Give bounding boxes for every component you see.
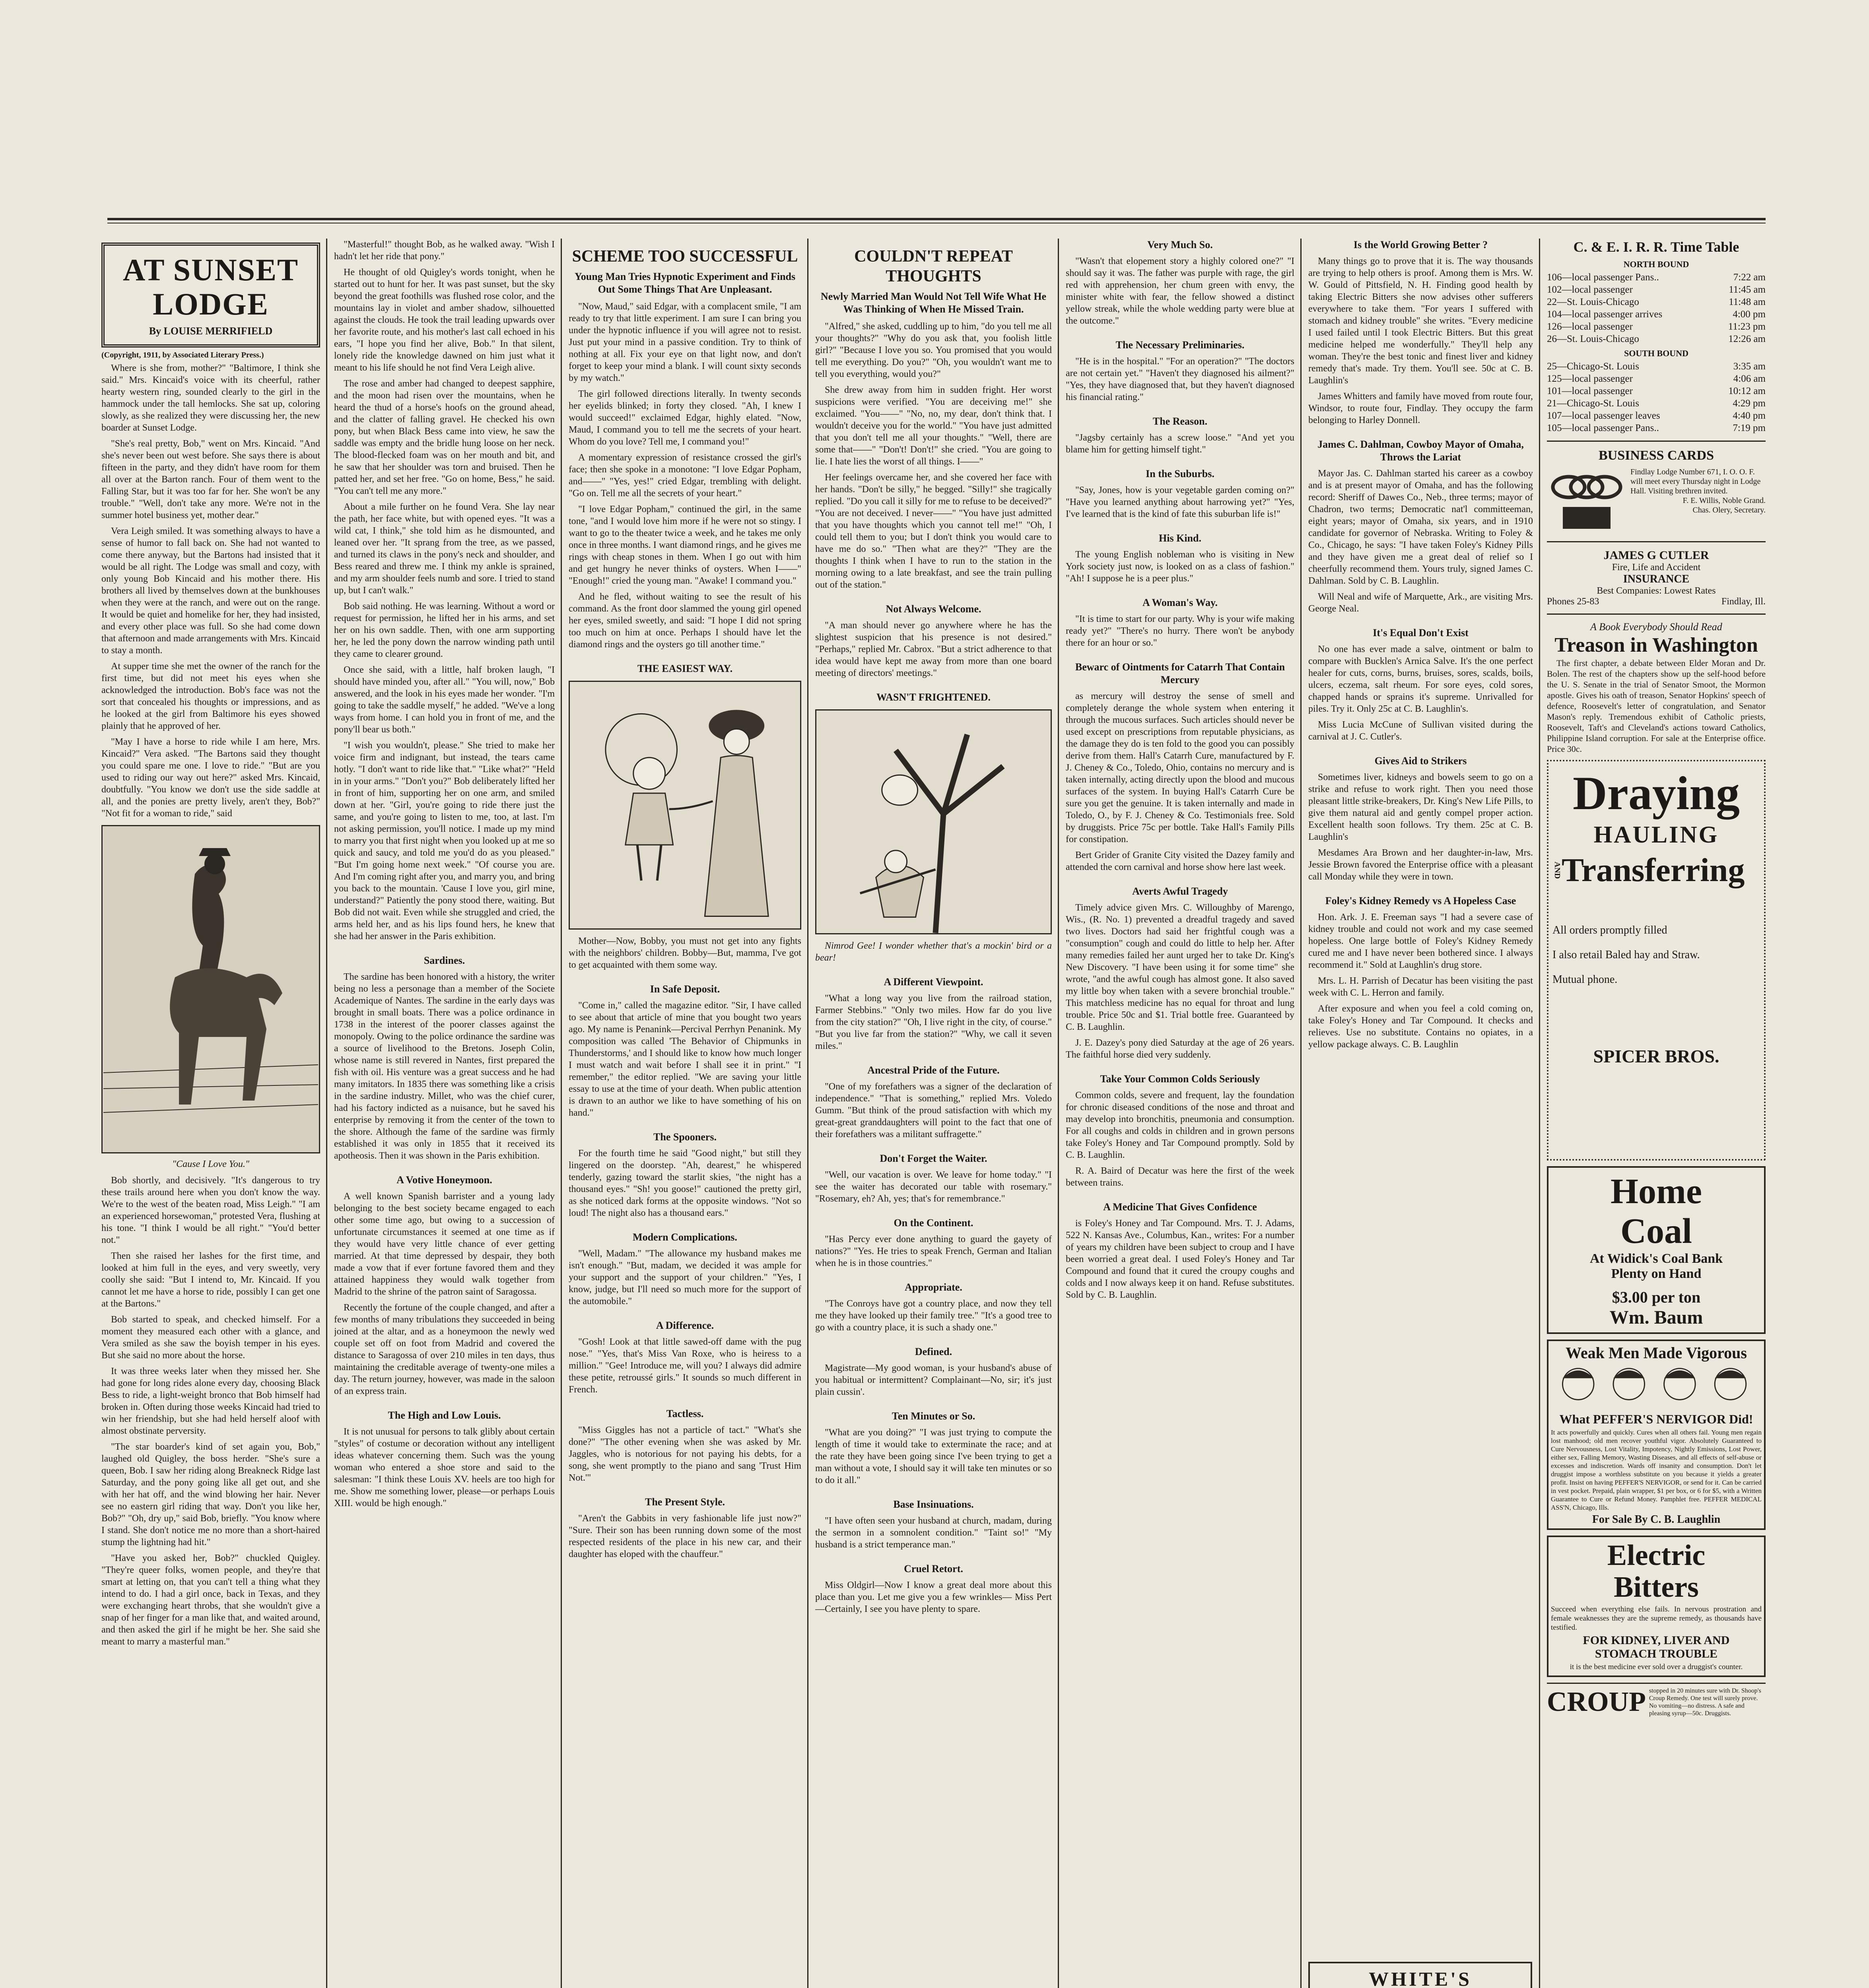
article-headline: COULDN'T REPEAT THOUGHTS xyxy=(854,247,1013,285)
paragraph: "What are you doing?" "I was just trying to compute the length of time it would take to exterminate the race; and at the rate they have been going since I've been trying to get a man without a vote, I should say it will take ten minutes or so to do it all." xyxy=(815,1427,1052,1485)
column-3 xyxy=(569,239,801,1988)
paragraph: After exposure and when you feel a cold coming on, take Foley's Honey and Tar Compound. It checks and relieves. Use no substitute. Contains no opiates, in a yellow package always. C. B. Laughlin xyxy=(1308,1004,1533,1050)
column-divider xyxy=(1058,239,1059,1988)
paragraph: Her feelings overcame her, and she covered her face with her hands. "Don't be silly," he begged. "Silly!" she tragically replied. "Do you call it silly for me to refuse to be deceived?" "You are not deceived. I never——" "You have just admitted that you have thoughts which you cannot tell me!" "Oh, I could tell them to you; but I don't think you would care to have me do so." "Then what are they?" "They are the thoughts I think when I have to run to the station in the morning owing to a late breakfast, and see the train pulling out of the station." xyxy=(815,472,1052,590)
copyright-line: (Copyright, 1911, by Associated Literary Press.) xyxy=(101,351,264,359)
timetable-row xyxy=(1547,320,1766,333)
article-heading: The High and Low Louis. xyxy=(388,1409,501,1421)
paragraph: "The star boarder's kind of set again you, Bob," laughed old Quigley, the boss herder. "She's sure a queen, Bob. I saw her riding along Breakneck Ridge last Saturday, and the pony going like all get out, and she with her hat off, and the wind blowing her hair. Never see no eastern girl riding that way. Don't you like her, Bob?" "Oh, dry up," said Bob, briefly. "You know where I stand. She don't notice me no more than a short-haired stump the lightning had hit." xyxy=(101,1442,320,1547)
article-heading: The Necessary Preliminaries. xyxy=(1115,339,1245,351)
paragraph: "Have you asked her, Bob?" chuckled Quigley. "They're queer folks, women people, and they're that smart at letting on, that you can't tell a thing what they intend to do. I had a girl once, back in Texas, and they were exchanging heart throbs, that she wouldn't give a snap of her finger for a man like that, and waited around, and then asked the girl if he might be her. She said she meant to marry a masterful man." xyxy=(101,1553,320,1647)
train-time: 7:19 pm xyxy=(1733,423,1766,433)
train-name: 105—local passenger Pans.. xyxy=(1547,423,1659,433)
croup-ad xyxy=(1547,1683,1766,1718)
top-rule xyxy=(107,218,1766,220)
ad-line: Wm. Baum xyxy=(1609,1307,1703,1328)
business-cards-heading: BUSINESS CARDS xyxy=(1598,448,1714,463)
cartoon-image xyxy=(570,682,800,928)
paragraph: Bert Grider of Granite City visited the Dazey family and attended the corn carnival and horse show here last week. xyxy=(1066,850,1294,872)
column-divider xyxy=(807,239,808,1988)
paragraph: The sardine has been honored with a history, the writer being no less a personage than a member of the Societe Academique of Nantes. The sardine in the early days was brought in small boats. There was a police ordinance in 1738 in the interest of the poorer classes against the monopoly. Owing to the police ordinance the sardine was a source of livelihood to the Bretons. Joseph Colin, whose name is still revered in Nantes, first prepared the fish with oil. His venture was a great success and he had many imitators. In 1835 there was something like a crisis in the sardine industry. Millet, who was the chief curer, had his factory indicted as a nuisance, but he saved his enterprise by removing it from the center of the town to the shore. Although the fame of the sardine was firmly established it was only in 1855 that it received its apotheosis. Then it was shown in the Paris exhibition. xyxy=(334,972,555,1161)
train-time: 4:40 pm xyxy=(1733,410,1766,421)
article-heading: Ancestral Pride of the Future. xyxy=(867,1064,1000,1076)
article-heading: James C. Dahlman, Cowboy Mayor of Omaha, Throws the Lariat xyxy=(1317,439,1524,463)
paragraph: "Masterful!" thought Bob, as he walked away. "Wish I hadn't let her ride that pony." xyxy=(334,239,555,262)
paragraph: He thought of old Quigley's words tonight, when he started out to hunt for her. It was past sunset, but the sky beyond the great foothills was flushed rose color, and the mountains lay in violet and amber shadow, silhouetted against the clouds. He took the trail leading upwards over her favorite route, and his mother's last call echoed in his ears, "I hope you find her alive, Bob." In that silent, lonely ride the knowledge dawned on him just what it meant to his life should he not find Vera Leigh alive. xyxy=(334,267,555,373)
ad-body: It acts powerfully and quickly. Cures when all others fail. Young men regain lost manhood; old men recover youthful vigor. Absolutely Guaranteed to Cure Nervousness, Lost Vitality, Impotency, Nightly Emissions, Lost Power, either sex, Falling Memory, Wasting Diseases, and all effects of self-abuse or excesses and indiscretion. Wards off insanity and consumption. Don't let druggist impose a worthless substitute on you because it yields a greater profit. Insist on having PEFFER'S NERVIGOR, or send for it. Can be carried in vest pocket. Prepaid, plain wrapper, $1 per box, or 6 for $5, with a Written Guarantee to Cure or Refund Money. Pamphlet free. PEFFER MEDICAL ASS'N, Chicago, Ills. xyxy=(1551,1429,1762,1511)
story-title-line1: AT SUNSET xyxy=(122,252,299,287)
ad-line: For Sale By C. B. Laughlin xyxy=(1592,1513,1721,1526)
article-heading: Appropriate. xyxy=(905,1281,962,1293)
train-name: 26—St. Louis-Chicago xyxy=(1547,334,1639,344)
article-heading: On the Continent. xyxy=(894,1217,973,1229)
column-2 xyxy=(334,239,555,1988)
paragraph: Mayor Jas. C. Dahlman started his career as a cowboy and is at present mayor of Omaha, and has the following record: Sheriff of Dawes Co., Neb., three terms; mayor of Chadron, two terms; Democratic nat'l committeeman, eight years; mayor of Omaha, six years, and in 1910 candidate for governor of Nebraska. Writing to Foley & Co., Chicago, he says: "I have taken Foley's Kidney Pills and they have given me a great deal of relief so I cheerfully recommend them. Yours truly, signed James C. Dahlman. Sold by C. B. Laughlin. xyxy=(1308,468,1533,586)
article-headline: SCHEME TOO SUCCESSFUL xyxy=(572,247,798,266)
article-heading: Sardines. xyxy=(424,955,465,966)
train-time: 11:23 pm xyxy=(1728,321,1766,332)
article-heading: Foley's Kidney Remedy vs A Hopeless Case xyxy=(1325,895,1516,907)
timetable-row xyxy=(1547,283,1766,296)
paragraph: Sometimes liver, kidneys and bowels seem to go on a strike and refuse to work right. Then you need those pleasant little strike-breakers, Dr. King's New Life Pills, to give them natural aid and gently compel proper action. Excellent health soon follows. Try them. 25c at C. B. Laughlin's xyxy=(1308,772,1533,842)
three-links-emblem-icon xyxy=(1547,467,1626,535)
ad-line: FOR KIDNEY, LIVER AND STOMACH TROUBLE xyxy=(1583,1634,1730,1660)
divider xyxy=(1547,541,1766,542)
article-subhead: Newly Married Man Would Not Tell Wife What He Was Thinking of When He Missed Train. xyxy=(820,291,1047,315)
paragraph: Miss Lucia McCune of Sullivan visited during the carnival at J. C. Cutler's. xyxy=(1308,720,1533,742)
paragraph: Mother—Now, Bobby, you must not get into any fights with the neighbors' children. Bobby—But, mamma, I've got to get acquainted with them some way. xyxy=(569,936,801,970)
train-name: 126—local passenger xyxy=(1547,321,1633,332)
ad-line: Coal xyxy=(1620,1211,1692,1251)
article-heading: Don't Forget the Waiter. xyxy=(880,1153,987,1164)
card-text: Fire, Life and Accident xyxy=(1612,562,1701,573)
paragraph: "Come in," called the magazine editor. "Sir, I have called to see about that article of mine that you bought two years ago. My name is Penanink—Percival Perrhyn Penanink. My composition was called 'The Behavior of Chipmunks in Thunderstorms,' and I should like to know how much longer I must watch and wait before I shall see it in print." "I remember," the editor replied. "We are saving your little essay to use at the time of your death. When public attention is drawn to an author we like to have something of his on hand." xyxy=(569,1000,801,1118)
paragraph: "She's real pretty, Bob," went on Mrs. Kincaid. "And she's never been out west before. She says there is about fifteen in the party, and they didn't have room for them all over at the Barton ranch. Four of them went to the Falling Star, but it was too far for her. She won't be any trouble." "Well, don't take any more. We're not in the summer hotel business yet, mother dear." xyxy=(101,439,320,520)
ad-line: What PEFFER'S NERVIGOR Did! xyxy=(1559,1412,1753,1426)
article-subhead: Young Man Tries Hypnotic Experiment and Finds Out Some Things That Are Unpleasant. xyxy=(574,271,796,295)
paragraph: "Alfred," she asked, cuddling up to him, "do you tell me all your thoughts?" "Why do you ask that, you foolish little girl?" "Because I love you so. You promised that you would tell me everything. Do you?" "Oh, you wouldn't want me to tell you everything, would you?" xyxy=(815,321,1052,379)
paragraph: Bob said nothing. He was learning. Without a word or request for permission, he lifted her in his arms, and set her on his own saddle. Then, with one arm supporting her, he led the pony down the narrow winding path until they came to clearer ground. xyxy=(334,601,555,659)
train-time: 10:12 am xyxy=(1728,386,1766,396)
column-divider xyxy=(1539,239,1540,1988)
paragraph: Common colds, severe and frequent, lay the foundation for chronic diseased conditions of the nose and throat and may develop into bronchitis, pneumonia and consumption. For all coughs and colds in children and in grown persons take Foley's Honey and Tar Compound promptly. Sold by C. B. Laughlin. xyxy=(1066,1090,1294,1160)
column-4 xyxy=(815,239,1052,1988)
train-time: 7:22 am xyxy=(1733,272,1766,283)
book-ad-tagline: A Book Everybody Should Read xyxy=(1590,621,1722,633)
timetable-row xyxy=(1547,422,1766,434)
paragraph: J. E. Dazey's pony died Saturday at the age of 26 years. The faithful horse died very suddenly. xyxy=(1066,1038,1294,1060)
paragraph: Where is she from, mother?" "Baltimore, I think she said." Mrs. Kincaid's voice with its cheerful, rather hearty western ring, sounded clearly to the girl in the hammock under the tall hemlocks. She sat up, coloring slowly, as she realized they were discussing her, the new boarder at Sunset Lodge. xyxy=(101,363,320,433)
timetable-south xyxy=(1547,360,1766,434)
ad-body: it is the best medicine ever sold over a druggist's counter. xyxy=(1570,1663,1743,1671)
column-7 xyxy=(1547,239,1766,1988)
paragraph: Will Neal and wife of Marquette, Ark., are visiting Mrs. George Neal. xyxy=(1308,592,1533,614)
ad-line: Plenty on Hand xyxy=(1611,1266,1702,1281)
train-name: 102—local passenger xyxy=(1547,284,1633,295)
hunter-in-tree-image xyxy=(816,711,1051,933)
article-heading: Is the World Growing Better ? xyxy=(1353,239,1488,250)
hunter-illustration xyxy=(815,709,1052,934)
ad-body: Succeed when everything else fails. In nervous prostration and female weaknesses they are the supreme remedy, as thousands have testified. xyxy=(1551,1605,1762,1632)
paragraph: Magistrate—My good woman, is your husband's abuse of you habitual or intermittent? Complainant—No, sir; it's just plain cussin'. xyxy=(815,1363,1052,1397)
rider-on-horse-image xyxy=(103,826,319,1152)
card-footer xyxy=(1547,596,1766,607)
train-time: 11:48 am xyxy=(1729,297,1766,307)
ad-line: Draying xyxy=(1573,767,1740,819)
paragraph: "Miss Giggles has not a particle of tact." "What's she done?" "The other evening when she was asked by Mr. Jaggles, who is notorious for not paying his debts, for a song, she went promptly to the piano and sang 'Trust Him Not.'" xyxy=(569,1425,801,1483)
train-time: 4:06 am xyxy=(1733,373,1766,384)
odd-fellows-card xyxy=(1547,467,1766,535)
paragraph: "I wish you wouldn't, please." She tried to make her voice firm and indignant, but instead, the tears came hotly. "I don't want to ride like that." "Like what?" "Held in in your arms." "Don't you?" Bob deliberately lifted her in front of him, supporting her on one arm, and smiled down at her. "Girl, you're going to ride there just the same, and you're going to listen to me, too, at last. I'm not asking permission, you'll notice. I made up my mind to marry you that first night when you looked up at me so quick and saucy, and told me you'd do as you pleased." "But I'm going home next week." "Of course you are. And I'm coming right after you, and marry you, and bring you back to the mountain. 'Cause I love you, girl mine, understand?" Patiently the pony stood there, waiting. But Bob did not wait. Even while she struggled and cried, the arms held her, and as his lips found hers, he knew that she had her answer in the Paris exhibition. xyxy=(334,740,555,942)
paragraph: "I love Edgar Popham," continued the girl, in the same tone, "and I would love him more if he were not so stingy. I want to go to the theater twice a week, and he takes me only once in three months. I want diamond rings, and he gives me rings with cheap stones in them. When I go out with him and get hungry he never thinks of oysters. When I——" "Enough!" cried the young man. "Awake! I command you." xyxy=(569,504,801,586)
timetable-row xyxy=(1547,333,1766,345)
article-heading: His Kind. xyxy=(1159,532,1201,544)
paragraph: Recently the fortune of the couple changed, and after a few months of many tribulations they succeeded in being joined at the altar, and as a honeymoon the newly wed couple set off on foot from Madrid and covered the distance to Saragossa of over 210 miles in ten days, thus maintaining the creditable average of twenty-one miles a day. The return journey, however, was made in the saloon of an express train. xyxy=(334,1303,555,1396)
article-heading: Take Your Common Colds Seriously xyxy=(1100,1073,1260,1085)
ad-line: Home xyxy=(1611,1172,1702,1211)
paragraph: "Wasn't that elopement story a highly colored one?" "I should say it was. The father was purple with rage, the girl red with apprehension, her chum green with envy, the minister white with fear, the fellow showed a distinct yellow streak, while the whole wedding party were blue at the outcome." xyxy=(1066,256,1294,326)
paragraph: "I have often seen your husband at church, madam, during the sermon in a somnolent condition." "Taint so!" "My husband is a strict temperance man." xyxy=(815,1516,1052,1550)
article-heading: Base Insinuations. xyxy=(893,1499,974,1510)
timetable-row xyxy=(1547,385,1766,397)
cartoon-title: THE EASIEST WAY. xyxy=(637,663,733,674)
card-text: Best Companies: Lowest Rates xyxy=(1597,586,1716,596)
timetable-north-label: NORTH BOUND xyxy=(1623,259,1689,269)
card-text: F. E. Willis, Noble Grand. xyxy=(1682,496,1766,505)
paragraph: The young English nobleman who is visiting in New York society just now, is looked on as a class of fashion." "Ah! I suppose he is a peer plus." xyxy=(1066,549,1294,584)
whites-cream-vermifuge-ad xyxy=(1308,1962,1532,1988)
paragraph: "What a long way you live from the railroad station, Farmer Stebbins." "Only two miles. How far do you live from the city station?" "Oh, I live right in the city, of course." "But you live far from the station?" "Why, we call it seven miles." xyxy=(815,993,1052,1051)
ad-line: $3.00 per ton xyxy=(1612,1288,1701,1306)
timetable-row xyxy=(1547,271,1766,283)
cartoon-title: WASN'T FRIGHTENED. xyxy=(876,691,991,703)
article-heading: A Medicine That Gives Confidence xyxy=(1103,1201,1257,1213)
paragraph: At supper time she met the owner of the ranch for the first time, but did not meet his eyes when she acknowledged the introduction. Bob's face was not the sort that concealed his thoughts or impressions, and as he looked at the girl from Baltimore his eyes showed plainly that he approved of her. xyxy=(101,661,320,731)
paragraph: Then she raised her lashes for the first time, and looked at him full in the eyes, and very sweetly, very coolly she said: "But I intend to, Mr. Kincaid. If you cannot let me have a horse to ride, possibly I can get one at the Bartons." xyxy=(101,1251,320,1309)
ad-line: AND xyxy=(1553,862,1562,879)
article-heading: Gives Aid to Strikers xyxy=(1374,755,1467,767)
card-text: INSURANCE xyxy=(1623,573,1690,585)
ad-line: All orders promptly filled xyxy=(1552,924,1667,936)
paragraph: "It is time to start for our party. Why is your wife making ready yet?" "There's no hurry. There won't be anybody there for an hour or so." xyxy=(1066,614,1294,648)
cartoon-caption: Nimrod Gee! I wonder whether that's a mockin' bird or a bear! xyxy=(815,941,1052,963)
paragraph: "May I have a horse to ride while I am here, Mrs. Kincaid?" Vera asked. "The Bartons said they thought you could spare me one. I love to ride." "But are you used to riding our way out here?" asked Mrs. Kincaid, doubtfully. "You know we don't use the side saddle at all, and the ponies are pretty lively, aren't they, Bob?" "Not fit for a woman to ride," said xyxy=(101,737,320,819)
paragraph: It was three weeks later when they missed her. She had gone for long rides alone every day, choosing Black Bess to ride, a light-weight bronco that Bob himself had broken in. Often during those weeks Kincaid had tried to win her friendship, but she had held herself aloof with almost obstinate perversity. xyxy=(101,1366,320,1436)
timetable-row xyxy=(1547,410,1766,422)
paragraph: "He is in the hospital." "For an operation?" "The doctors are not certain yet." "Haven't they diagnosed his ailment?" "Yes, they have diagnosed that, but they haven't diagnosed his financial rating." xyxy=(1066,356,1294,402)
article-heading: Ten Minutes or So. xyxy=(892,1410,975,1422)
cowboy-illustration xyxy=(101,825,320,1153)
article-heading: A Votive Honeymoon. xyxy=(396,1174,492,1186)
paragraph: Once she said, with a little, half broken laugh, "I should have minded you, after all." "You will, now," Bob answered, and the look in his eyes made her wonder. "I'm going to take the saddle myself," he added. "We've a long ways from home. I can hold you in front of me, and the pony'll bear us both." xyxy=(334,665,555,735)
paragraph: For the fourth time he said "Good night," but still they lingered on the doorstep. "Ah, dearest," he whispered tenderly, gazing toward the starlit skies, "the night has a thousand eyes." "Sh! you goose!" cautioned the pretty girl, as she noticed dark forms at the opposite windows. "Not so loud! The night also has a thousand ears." xyxy=(569,1148,801,1218)
article-heading: A Woman's Way. xyxy=(1142,597,1218,608)
ad-line: I also retail Baled hay and Straw. xyxy=(1552,949,1700,961)
column-5 xyxy=(1066,239,1294,1988)
ad-line: Transferring xyxy=(1562,852,1745,889)
ad-line: Mutual phone. xyxy=(1552,973,1618,986)
train-name: 101—local passenger xyxy=(1547,386,1633,396)
paragraph: "Jagsby certainly has a screw loose." "And yet you blame him for getting himself tight." xyxy=(1066,433,1294,455)
train-time: 4:00 pm xyxy=(1733,309,1766,320)
illustration-caption: "Cause I Love You." xyxy=(172,1159,249,1169)
timetable-row xyxy=(1547,308,1766,320)
ad-line: SPICER BROS. xyxy=(1593,1046,1719,1066)
train-time: 12:26 am xyxy=(1728,334,1766,344)
article-heading: A Difference. xyxy=(656,1320,714,1331)
electric-bitters-ad xyxy=(1547,1536,1766,1677)
article-heading: In Safe Deposit. xyxy=(650,983,720,995)
paragraph: "Has Percy ever done anything to guard the gayety of nations?" "Yes. He tries to speak French, German and Italian when he is in those countries." xyxy=(815,1234,1052,1268)
paragraph: About a mile further on he found Vera. She lay near the path, her face white, but with opened eyes. "It was a wild cat, I think," she told him as he dismounted, and leaned over her. "It sprang from the tree, as we passed, and turned its claws in the pony's neck and shoulder, and Bess reared and threw me. I think my ankle is sprained, and my arm shoulder feels numb and sore. I tried to stand up, but I can't walk." xyxy=(334,502,555,596)
train-name: 106—local passenger Pans.. xyxy=(1547,272,1659,283)
paragraph: R. A. Baird of Decatur was here the first of the week between trains. xyxy=(1066,1166,1294,1188)
timetable-heading: C. & E. I. R. R. Time Table xyxy=(1573,239,1739,255)
paragraph: James Whitters and family have moved from route four, Windsor, to route four, Findlay. They occupy the farm belonging to Harley Donnell. xyxy=(1308,391,1533,425)
byline: By LOUISE MERRIFIELD xyxy=(149,325,273,337)
paragraph: "A man should never go anywhere where he has the slightest suspicion that his presence is not desired." "Perhaps," replied Mr. Cabrox. "But a strict adherence to that idea would have kept me away from more than one board meeting of directors' meetings." xyxy=(815,620,1052,678)
article-heading: It's Equal Don't Exist xyxy=(1373,627,1469,639)
book-ad-title: Treason in Washington xyxy=(1554,634,1758,656)
timetable-row xyxy=(1547,296,1766,308)
train-time: 3:35 am xyxy=(1733,361,1766,372)
ad-line: At Widick's Coal Bank xyxy=(1589,1251,1723,1266)
card-town: Findlay, Ill. xyxy=(1721,596,1766,607)
article-heading: The Spooners. xyxy=(653,1131,717,1143)
train-name: 21—Chicago-St. Louis xyxy=(1547,398,1639,409)
paragraph: And he fled, without waiting to see the result of his command. As the front door slammed the young girl opened her eyes, smiled sweetly, and said: "I hope I did not spring too much on him at once. Perhaps I should have let the diamond rings and the oysters go till another time." xyxy=(569,592,801,650)
peffers-nervigor-ad xyxy=(1547,1340,1766,1530)
cutler-insurance-card xyxy=(1547,549,1766,607)
timetable-south-label: SOUTH BOUND xyxy=(1624,348,1688,358)
paragraph: Miss Oldgirl—Now I know a great deal more about this place than you. Let me give you a few wrinkles— Miss Pert—Certainly, I see you have plenty to spare. xyxy=(815,1580,1052,1614)
paragraph: "Gosh! Look at that little sawed-off dame with the pug nose." "Yes, that's Miss Van Roxe, who is heiress to a million." "Gee! Introduce me, will you? I always did admire these petite, retroussé girls." It sounds so much different in French. xyxy=(569,1337,801,1395)
paragraph: The girl followed directions literally. In twenty seconds her eyelids blinked; in forty they closed. "Ah, I knew I would succeed!" exclaimed Edgar, highly elated. "Now, Maud, I command you to tell me the secrets of your heart. Whom do you love? Tell me, I command you!" xyxy=(569,389,801,447)
ad-line: HAULING xyxy=(1593,821,1719,848)
ad-row xyxy=(1552,848,1760,892)
four-portraits-image xyxy=(1551,1362,1762,1410)
divider xyxy=(1547,613,1766,615)
timetable-row xyxy=(1547,373,1766,385)
article-heading: The Present Style. xyxy=(645,1496,725,1508)
mother-and-boy-illustration xyxy=(569,681,801,930)
ad-line: Weak Men Made Vigorous xyxy=(1566,1344,1747,1362)
story-title-box xyxy=(101,243,320,348)
card-text: Findlay Lodge Number 671, I. O. O. F. will meet every Thursday night in Lodge Hall. Visiting brethren invited. xyxy=(1630,468,1761,495)
article-heading: The Reason. xyxy=(1152,415,1208,427)
train-name: 22—St. Louis-Chicago xyxy=(1547,297,1639,307)
paragraph: Vera Leigh smiled. It was something always to have a sense of humor to fall back on. She had not wanted to come there anyway, but the Bartons had insisted that it would be all right. The Lodge was small and cozy, with only young Bob Kincaid and his mother there. His brothers all lived by themselves down at the bunkhouses when they were at the ranch, and were out on the range. It would be quiet and homelike for her, they had insisted, and every other place was full. So she had come down that afternoon and made arrangements with Mrs. Kincaid to stay a month. xyxy=(101,526,320,656)
article-heading: In the Suburbs. xyxy=(1146,468,1214,480)
paragraph: Many things go to prove that it is. The way thousands are trying to help others is proof. Among them is Mrs. W. W. Gould of Pittsfield, N. H. Finding good health by taking Electric Bitters she now advises other sufferers everywhere to take them. "For years I suffered with stomach and kidney trouble" she writes. "Every medicine I used failed until I took Electric Bitters. But this great medicine helped me wonderfully." They'll help any woman. They're the best tonic and finest liver and kidney remedy that's made. Try them. You'll see. 50c at C. B. Laughlin's xyxy=(1308,256,1533,386)
article-heading: Modern Complications. xyxy=(633,1231,737,1243)
column-divider xyxy=(561,239,562,1988)
paragraph: It is not unusual for persons to talk glibly about certain "styles" of costume or decoration without any intelligent ideas whatever concerning them. Such was the young woman who entered a shoe store and said to the salesman: "I think these Louis XV. heels are too high for me. Show me something lower, please—or perhaps Louis XIII. would be high enough." xyxy=(334,1427,555,1508)
paragraph: Mesdames Ara Brown and her daughter-in-law, Mrs. Jessie Brown favored the Enterprise office with a pleasant call Monday while they were in town. xyxy=(1308,848,1533,882)
draying-ad xyxy=(1547,760,1766,1161)
timetable-row xyxy=(1547,360,1766,373)
paragraph: "Now, Maud," said Edgar, with a complacent smile, "I am ready to try that little experiment. I am sure I can bring you under the hypnotic influence if you will agree not to resist. Just put your mind in a passive condition. Try to think of nothing at all. Fix your eye on that light now, and don't forget to keep your mind a blank. I will count sixty seconds by my watch." xyxy=(569,301,801,383)
ad-line: WHITE'S xyxy=(1369,1968,1472,1988)
article-heading: Tactless. xyxy=(666,1408,704,1419)
paragraph: A well known Spanish barrister and a young lady belonging to the best society became engaged to each other some time ago, but owing to a succession of unfortunate circumstances it seemed at one time as if they would have very little chance of ever getting married. At that time depressed by despair, they both made a vow that if ever fortune favored them and they attained happiness they would walk together from Madrid to the shrine of the patron saint of Saragossa. xyxy=(334,1191,555,1297)
ad-line: CROUP xyxy=(1547,1687,1646,1717)
card-phones: Phones 25-83 xyxy=(1547,596,1599,607)
book-ad-body: The first chapter, a debate between Elder Moran and Dr. Bolen. The rest of the chapters show up the self-hood before the U. S. Senate in the trial of Senator Smoot, the Mormon apostle. Gives his oath of treason, Senator Hopkins' speech of defence, Roosevelt's letter of congratulation, and Senator Mason's reply. Tremendous exhibit of Catholic priests, Roosevelt, Taft's and Cleveland's actions toward Catholics, Philippine Island corruption. For sale at the Enterprise office. Price 30c. xyxy=(1547,658,1766,754)
article-heading: Averts Awful Tragedy xyxy=(1132,885,1228,897)
paragraph: A momentary expression of resistance crossed the girl's face; then she spoke in a monotone: "I love Edgar Popham, and——" "Yes, yes!" cried Edgar, trembling with delight. "Go on. Tell me all the secrets of your heart." xyxy=(569,452,801,499)
article-heading: Defined. xyxy=(915,1346,952,1357)
column-1 xyxy=(101,239,320,1988)
paragraph: Mrs. L. H. Parrish of Decatur has been visiting the past week with C. L. Herron and family. xyxy=(1308,976,1533,998)
train-time: 4:29 pm xyxy=(1733,398,1766,409)
article-heading: Not Always Welcome. xyxy=(886,603,981,615)
article-heading: Cruel Retort. xyxy=(904,1563,963,1574)
card-name: JAMES G CUTLER xyxy=(1603,549,1709,562)
article-heading: Bewarc of Ointments for Catarrh That Contain Mercury xyxy=(1075,661,1285,685)
paragraph: "The Conroys have got a country place, and now they tell me they have looked up their family tree." "It's a good tree to go with a country place, it is such a shady one." xyxy=(815,1299,1052,1333)
book-ad xyxy=(1547,621,1766,754)
paragraph: Timely advice given Mrs. C. Willoughby of Marengo, Wis., (R. No. 1) prevented a dreadful tragedy and saved two lives. Doctors had said her frightful cough was a "consumption" cough and could do little to help her. After many remedies failed her aunt urged her to take Dr. King's New Discovery. "I have been using it for some time" she wrote, "and the awful cough has almost gone. It also saved my little boy when taken with a severe bronchial trouble." This matchless medicine has no equal for throat and lung trouble. Price 50c and $1. Trial bottle free. Guaranteed by C. B. Laughlin. xyxy=(1066,903,1294,1032)
column-divider xyxy=(326,239,327,1988)
paragraph: "Aren't the Gabbits in very fashionable life just now?" "Sure. Their son has been running down some of the most respected residents of the place in his new car, and their daughter has eloped with the chauffeur." xyxy=(569,1513,801,1559)
paragraph: Bob started to speak, and checked himself. For a moment they measured each other with a glance, and Vera smiled as she saw the boyish temper in his eyes. But she said no more about the horse. xyxy=(101,1314,320,1361)
paragraph: "One of my forefathers was a signer of the declaration of independence." "That is something," replied Mrs. Voledo Gumm. "But think of the proud satisfaction with which my great-great granddaughters will point to the fact that one of their forefathers was a militant suffragette." xyxy=(815,1081,1052,1140)
train-name: 25—Chicago-St. Louis xyxy=(1547,361,1639,372)
article-heading: A Different Viewpoint. xyxy=(884,976,983,988)
paragraph: She drew away from him in sudden fright. Her worst suspicions were verified. "You are deceiving me!" she exclaimed. "You——" "No, no, my dear, don't think that. I wouldn't deceive you for the world." "You have just admitted that you don't tell me all your thoughts." "Well, there are some that——" "Don't! Don't!" she cried. "You are going to lie. I hate lies the worst of all things. I——" xyxy=(815,385,1052,467)
paragraph: as mercury will destroy the sense of smell and completely derange the whole system when entering it through the mucous surfaces. Such articles should never be used except on prescriptions from reputable physicians, as the damage they do is ten fold to the good you can possibly derive from them. Hall's Catarrh Cure, manufactured by F. J. Cheney & Co., Toledo, Ohio, contains no mercury and is taken internally, acting directly upon the blood and mucous surfaces of the system. In buying Hall's Catarrh Cure be sure you get the genuine. It is taken internally and made in Toledo, O., by F. J. Cheney & Co. Testimonials free. Sold by druggists. Price 75c per bottle. Take Hall's Family Pills for constipation. xyxy=(1066,691,1294,845)
paragraph: Hon. Ark. J. E. Freeman says "I had a severe case of kidney trouble and could not work and my case seemed hopeless. One large bottle of Foley's Kidney Remedy cured me and I have never been bothered since. I always recommend it." Sold at Laughlin's drug store. xyxy=(1308,912,1533,970)
paragraph: No one has ever made a salve, ointment or balm to compare with Bucklen's Arnica Salve. It's the one perfect healer for cuts, corns, burns, bruises, sores, scalds, boils, ulcers, eczema, salt rheum. For sore eyes, cold sores, chapped hands or sprains it's supreme. Unrivalled for piles. Try it. Only 25c at C. B. Laughlin's. xyxy=(1308,644,1533,714)
train-name: 107—local passenger leaves xyxy=(1547,410,1660,421)
divider xyxy=(1547,441,1766,442)
ad-line: Electric xyxy=(1607,1539,1706,1572)
column-6 xyxy=(1308,239,1533,1988)
paragraph: is Foley's Honey and Tar Compound. Mrs. T. J. Adams, 522 N. Kansas Ave., Columbus, Kan., writes: For a number of years my children have been subject to croup and I have been worried a great deal. I used Foley's Honey and Tar Compound and found that it cured the croupy coughs and colds and I now always keep it on hand. Refuse substitutes. Sold by C. B. Laughlin. xyxy=(1066,1218,1294,1300)
ad-line: Bitters xyxy=(1614,1571,1699,1604)
train-name: 125—local passenger xyxy=(1547,373,1633,384)
story-title-line2: LODGE xyxy=(153,287,269,321)
card-text: Chas. Olery, Secretary. xyxy=(1692,506,1766,514)
train-time: 11:45 am xyxy=(1729,284,1766,295)
article-heading: Very Much So. xyxy=(1147,239,1213,250)
ad-body: stopped in 20 minutes sure with Dr. Shoop's Croup Remedy. One test will surely prove. No vomiting—no distress. A safe and pleasing syrup—50c. Druggists. xyxy=(1649,1687,1761,1717)
column-divider xyxy=(1300,239,1302,1988)
paragraph: "Well, Madam." "The allowance my husband makes me isn't enough." "But, madam, we decided it was ample for your support and the support of your children." "Yes, I know, judge, but I'll need so much more for the support of the automobile." xyxy=(569,1248,801,1307)
home-coal-ad xyxy=(1547,1166,1766,1334)
timetable-row xyxy=(1547,397,1766,410)
train-name: 104—local passenger arrives xyxy=(1547,309,1663,320)
paragraph: "Well, our vacation is over. We leave for home today." "I see the waiter has decorated our table with rosemary." "Rosemary, eh? Ah, yes; that's for remembrance." xyxy=(815,1170,1052,1204)
timetable-north xyxy=(1547,271,1766,345)
paragraph: Bob shortly, and decisively. "It's dangerous to try these trails around here when you don't know the way. We're to the west of the beaten road, Miss Leigh." "I am an experienced horsewoman," protested Vera, flushing at his tone. "I think I would be all right." "You'd better not." xyxy=(101,1175,320,1245)
paragraph: The rose and amber had changed to deepest sapphire, and the moon had risen over the mountains, when he heard the thud of a horse's hoofs on the ground ahead, and the clatter of falling gravel. He checked his own pony, but when Black Bess came into view, he saw the saddle was empty and the bridle hung loose on her neck. The blood-flecked foam was on her mouth and bit, and he saw that her shoulder was torn and bruised. Then he patted her, and set her free. "Go on home, Bess," he said. "You can't tell me any more." xyxy=(334,379,555,496)
paragraph: "Say, Jones, how is your vegetable garden coming on?" "Have you learned anything about harrowing yet?" "Yes, I've learned that is the kind of fate this suburban life is!" xyxy=(1066,485,1294,519)
